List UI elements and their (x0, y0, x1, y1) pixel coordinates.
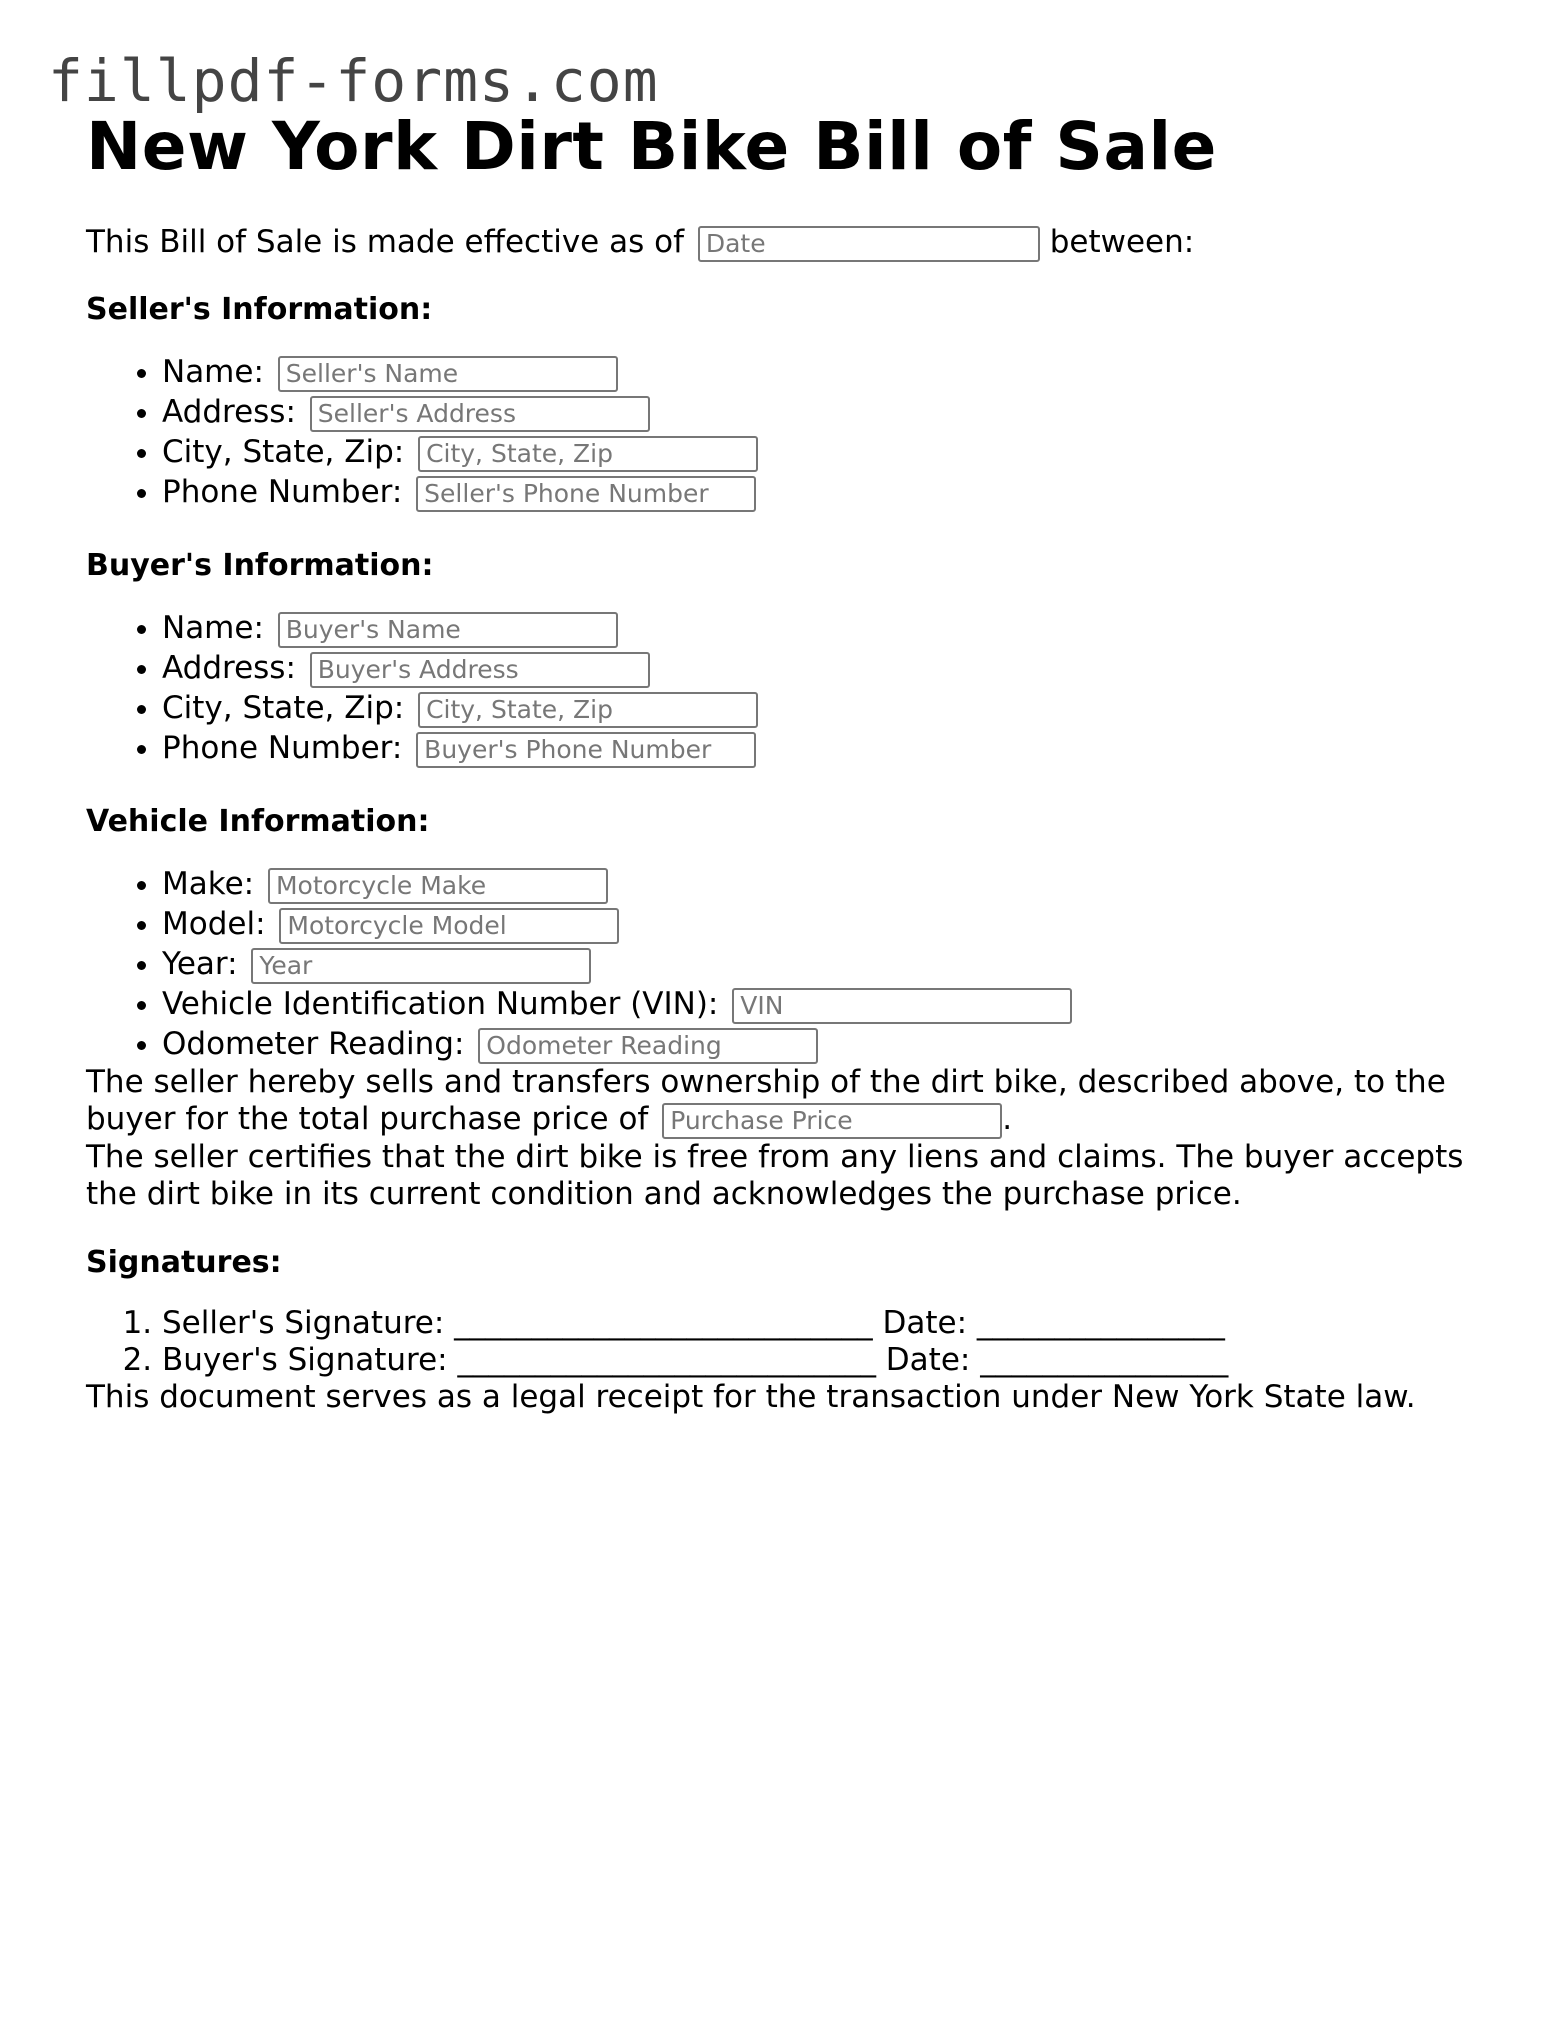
vehicle-year-item (162, 944, 1486, 984)
buyer-signature-line: 2. Buyer's Signature: ___________________________ Date: ________________ (162, 1342, 1486, 1379)
vehicle-year-label: Year: (162, 946, 238, 982)
sale-paragraph (86, 1064, 1486, 1139)
seller-name-input[interactable] (278, 356, 618, 392)
vehicle-model-item (162, 904, 1486, 944)
buyer-city-input[interactable] (418, 692, 758, 728)
sale-text: The seller hereby sells and transfers ownership of the dirt bike, described above, to the buyer for the total purchase price of (86, 1064, 1446, 1137)
seller-address-item (162, 392, 1486, 432)
vehicle-list (86, 864, 1486, 1064)
buyer-name-label: Name: (162, 610, 264, 646)
buyer-name-item (162, 608, 1486, 648)
vehicle-odometer-input[interactable] (478, 1028, 818, 1064)
vehicle-make-label: Make: (162, 866, 255, 902)
vehicle-heading: Vehicle Information: (86, 804, 430, 839)
vehicle-odometer-label: Odometer Reading: (162, 1026, 465, 1062)
buyer-address-label: Address: (162, 650, 296, 686)
buyer-city-label: City, State, Zip: (162, 690, 405, 726)
purchase-price-input[interactable] (662, 1103, 1002, 1139)
buyer-city-item (162, 688, 1486, 728)
vehicle-model-label: Model: (162, 906, 266, 942)
seller-city-label: City, State, Zip: (162, 434, 405, 470)
buyer-phone-item (162, 728, 1486, 768)
certify-paragraph: The seller certifies that the dirt bike is free from any liens and claims. The buyer accepts the dirt bike in its current condition and acknowledges the purchase price. (86, 1138, 1464, 1212)
seller-phone-item (162, 472, 1486, 512)
seller-city-item (162, 432, 1486, 472)
vehicle-make-item (162, 864, 1486, 904)
buyer-name-input[interactable] (278, 612, 618, 648)
signatures-list (86, 1305, 1486, 1379)
seller-phone-label: Phone Number: (162, 474, 403, 510)
buyer-address-item (162, 648, 1486, 688)
seller-address-input[interactable] (310, 396, 650, 432)
seller-address-label: Address: (162, 394, 296, 430)
vehicle-make-input[interactable] (268, 868, 608, 904)
intro-text: This Bill of Sale is made effective as of (86, 224, 684, 260)
signatures-heading: Signatures: (86, 1244, 282, 1280)
page-title: New York Dirt Bike Bill of Sale (86, 108, 1217, 185)
intro-line (86, 222, 1486, 262)
vehicle-year-input[interactable] (251, 948, 591, 984)
buyer-phone-input[interactable] (416, 732, 756, 768)
seller-city-input[interactable] (418, 436, 758, 472)
vehicle-vin-item (162, 984, 1486, 1024)
seller-list (86, 352, 1486, 512)
seller-name-label: Name: (162, 354, 264, 390)
seller-phone-input[interactable] (416, 476, 756, 512)
buyer-address-input[interactable] (310, 652, 650, 688)
bill-of-sale-document (86, 106, 1486, 1416)
effective-date-input[interactable] (698, 226, 1040, 262)
buyer-list (86, 608, 1486, 768)
buyer-heading: Buyer's Information: (86, 548, 434, 583)
watermark: fillpdf-forms.com (48, 47, 659, 115)
seller-name-item (162, 352, 1486, 392)
seller-signature-line: 1. Seller's Signature: ___________________________ Date: ________________ (162, 1305, 1486, 1342)
seller-heading: Seller's Information: (86, 292, 433, 327)
sale-period: . (1002, 1101, 1013, 1137)
vehicle-model-input[interactable] (279, 908, 619, 944)
footer-note: This document serves as a legal receipt for the transaction under New York State law. (86, 1378, 1416, 1415)
vehicle-vin-label: Vehicle Identification Number (VIN): (162, 986, 719, 1022)
buyer-phone-label: Phone Number: (162, 730, 403, 766)
intro-between: between: (1049, 224, 1195, 260)
vehicle-odometer-item (162, 1024, 1486, 1064)
vehicle-vin-input[interactable] (732, 988, 1072, 1024)
